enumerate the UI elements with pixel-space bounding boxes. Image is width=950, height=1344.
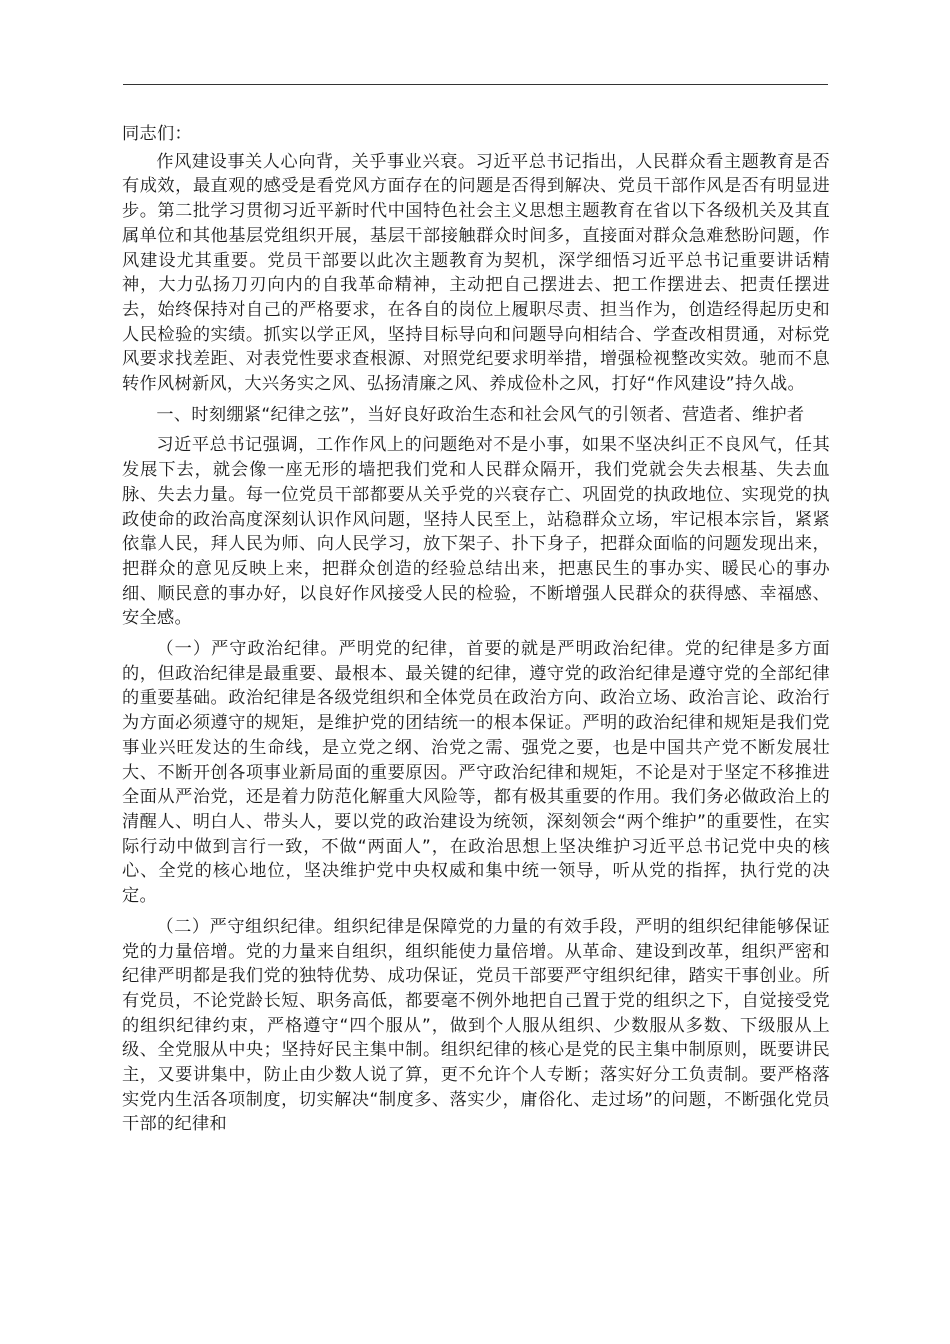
body-paragraph: 习近平总书记强调，工作作风上的问题绝对不是小事，如果不坚决纠正不良风气，任其发展下去，就会像一座无形的墙把我们党和人民群众隔开，我们党就会失去根基、失去血脉、失去力量。每一位党员干部都要从关乎党的兴衰存亡、巩固党的执政地位、实现党的执政使命的政治高度深刻认识作风问题，坚持人民至上，站稳群众立场，牢记根本宗旨，紧紧依靠人民，拜人民为师、向人民学习，放下架子、扑下身子，把群众面临的问题发现出来，把群众的意见反映上来，把群众创造的经验总结出来，把惠民生的事办实、暖民心的事办细、顺民意的事办好，以良好作风接受人民的检验，不断增强人民群众的获得感、幸福感、安全感。	[122, 435, 830, 629]
salutation: 同志们：	[122, 124, 192, 144]
header-rule	[123, 84, 828, 85]
body-paragraph-organizational-discipline: （二）严守组织纪律。组织纪律是保障党的力量的有效手段，严明的组织纪律能够保证党的力量倍增。党的力量来自组织，组织能使力量倍增。从革命、建设到改革，组织严密和纪律严明都是我们党的独特优势、成功保证，党员干部要严守组织纪律，踏实干事创业。所有党员，不论党龄长短、职务高低，都要毫不例外地把自己置于党的组织之下，自觉接受党的组织纪律约束，严格遵守“四个服从”，做到个人服从组织、少数服从多数、下级服从上级、全党服从中央；坚持好民主集中制。组织纪律的核心是党的民主集中制原则，既要讲民主，又要讲集中，防止由少数人说了算，更不允许个人专断；落实好分工负责制。要严格落实党内生活各项制度，切实解决“制度多、落实少，庸俗化、走过场”的问题，不断强化党员干部的纪律和	[122, 916, 830, 1135]
body-paragraph-political-discipline: （一）严守政治纪律。严明党的纪律，首要的就是严明政治纪律。党的纪律是多方面的，但政治纪律是最重要、最根本、最关键的纪律，遵守党的政治纪律是遵守党的全部纪律的重要基础。政治纪律是各级党组织和全体党员在政治方向、政治立场、政治言论、政治行为方面必须遵守的规矩，是维护党的团结统一的根本保证。严明的政治纪律和规矩是我们党事业兴旺发达的生命线，是立党之纲、治党之需、强党之要，也是中国共产党不断发展壮大、不断开创各项事业新局面的重要原因。严守政治纪律和规矩，不论是对于坚定不移推进全面从严治党，还是着力防范化解重大风险等，都有极其重要的作用。我们务必做政治上的清醒人、明白人、带头人，要以党的政治建设为统领，深刻领会“两个维护”的重要性，在实际行动中做到言行一致，不做“两面人”，在政治思想上坚决维护习近平总书记党中央的核心、全党的核心地位，坚决维护党中央权威和集中统一领导，听从党的指挥，执行党的决定。	[122, 639, 830, 907]
intro-paragraph: 作风建设事关人心向背，关乎事业兴衰。习近平总书记指出，人民群众看主题教育是否有成效，最直观的感受是看党风方面存在的问题是否得到解决、党员干部作风是否有明显进步。第二批学习贯彻习近平新时代中国特色社会主义思想主题教育在省以下各级机关及其直属单位和其他基层党组织开展，基层干部接触群众时间多，直接面对群众急难愁盼问题，作风建设尤其重要。党员干部要以此次主题教育为契机，深学细悟习近平总书记重要讲话精神，大力弘扬刀刃向内的自我革命精神，主动把自己摆进去、把工作摆进去、把责任摆进去，始终保持对自己的严格要求，在各自的岗位上履职尽责、担当作为，创造经得起历史和人民检验的实绩。抓实以学正风，坚持目标导向和问题导向相结合、学查改相贯通，对标党风要求找差距、对表党性要求查根源、对照党纪要求明举措，增强检视整改实效。驰而不息转作风树新风，大兴务实之风、弘扬清廉之风、养成俭朴之风，打好“作风建设”持久战。	[122, 151, 830, 395]
document-body	[122, 122, 830, 1143]
section-heading-1: 一、时刻绷紧“纪律之弦”，当好良好政治生态和社会风气的引领者、营造者、维护者	[156, 404, 805, 425]
